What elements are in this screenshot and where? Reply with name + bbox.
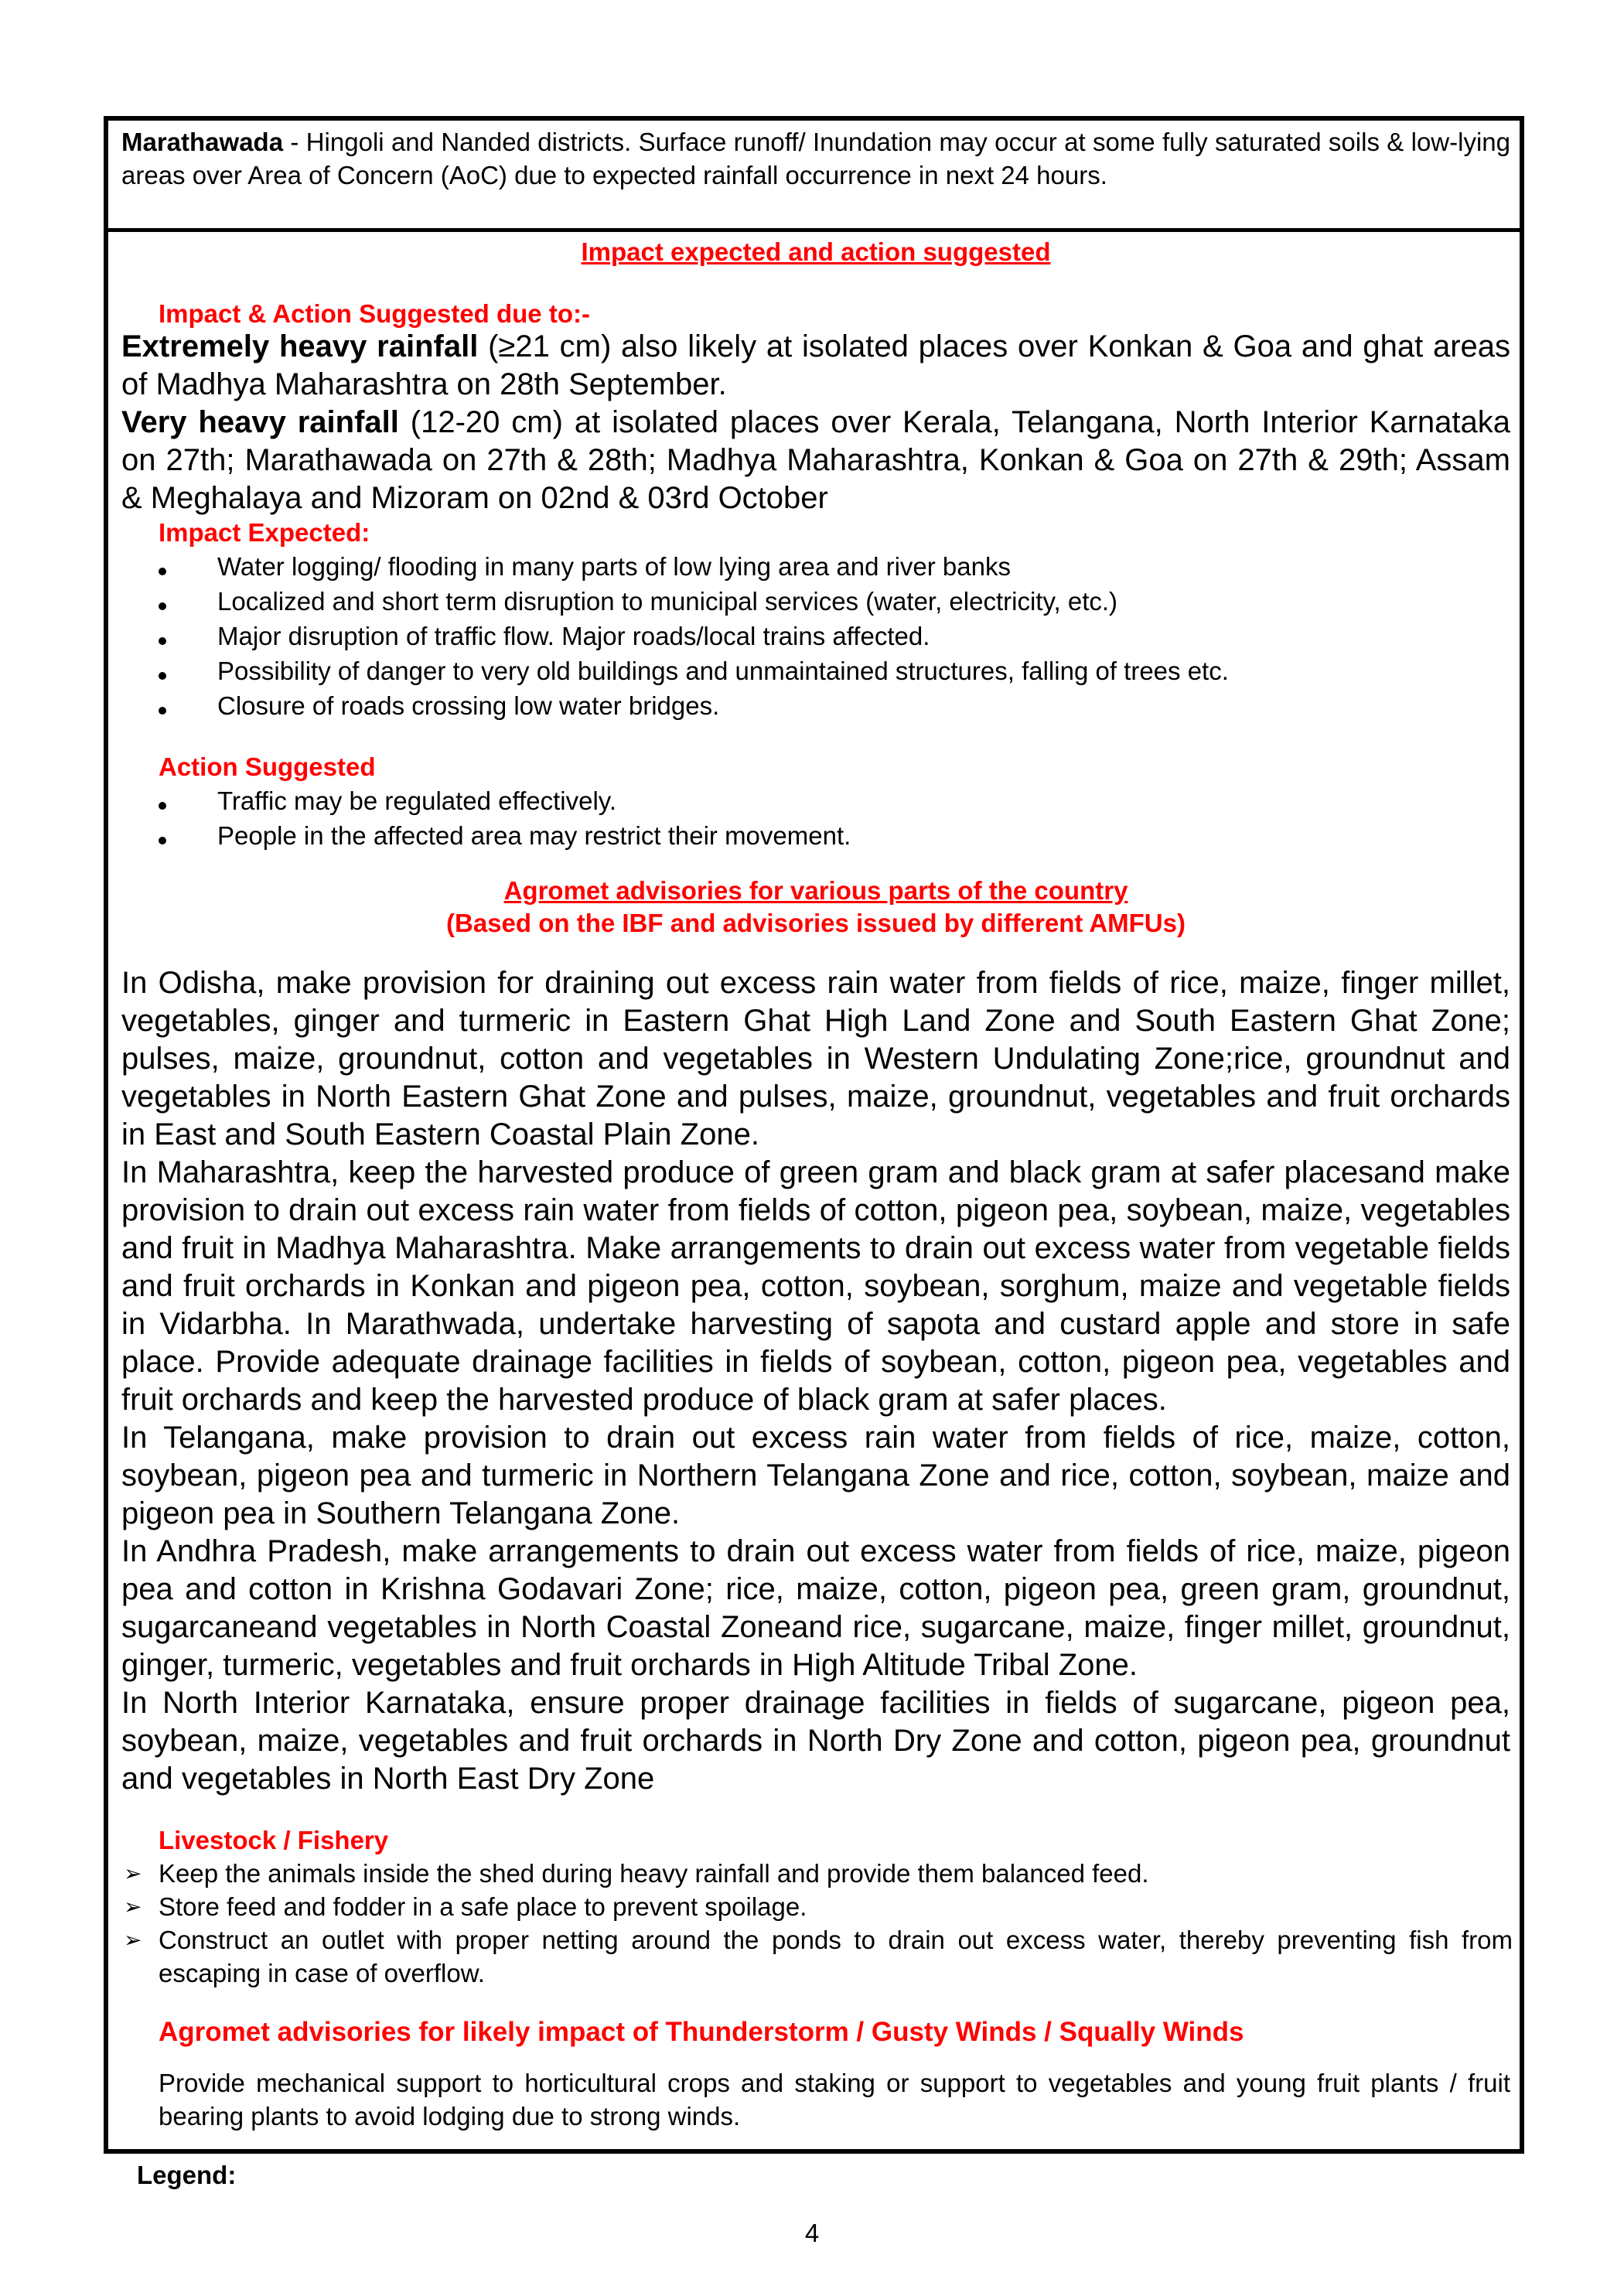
very-heavy-rainfall-label: Very heavy rainfall	[121, 405, 399, 439]
region-label: Marathawada	[121, 128, 284, 156]
due-to-label: Impact & Action Suggested due to:-	[159, 299, 590, 328]
list-item-text: Major disruption of traffic flow. Major roads/local trains affected.	[217, 622, 930, 650]
very-heavy-rainfall-text	[121, 404, 1510, 517]
bullet-icon	[159, 783, 174, 818]
thunderstorm-heading: Agromet advisories for likely impact of Thunderstorm / Gusty Winds / Squally Winds	[159, 2017, 1244, 2047]
arrow-bullet-icon: ➢	[124, 1894, 142, 1919]
list-item-text: Localized and short term disruption to municipal services (water, electricity, etc.)	[217, 587, 1118, 616]
bullet-icon	[159, 818, 174, 853]
marathawada-text	[121, 125, 1510, 192]
extreme-rainfall-label: Extremely heavy rainfall	[121, 329, 479, 363]
list-item-text: Keep the animals inside the shed during heavy rainfall and provide them balanced feed.	[159, 1859, 1149, 1888]
list-item-text: Construct an outlet with proper netting around the ponds to drain out excess water, thereby preventing fish from escaping in case of overflow.	[159, 1926, 1513, 1987]
list-item	[124, 1857, 1513, 1890]
impact-section-heading: Impact expected and action suggested	[581, 237, 1051, 266]
agromet-heading: Agromet advisories for various parts of the country	[503, 876, 1128, 905]
arrow-bullet-icon: ➢	[124, 1927, 142, 1953]
livestock-heading: Livestock / Fishery	[159, 1826, 389, 1854]
impact-list	[159, 549, 1229, 723]
bullet-icon	[159, 549, 174, 584]
list-item-text: Store feed and fodder in a safe place to prevent spoilage.	[159, 1892, 807, 1921]
list-item	[159, 619, 1229, 653]
advisory-andhra-pradesh: In Andhra Pradesh, make arrangements to drain out excess water from fields of rice, maize, pigeon pea and cotton in Krishna Godavari Zone; rice, maize, cotton, pigeon pea, green gram, groundnut, sugarcaneand vegetables in North Coastal Zoneand rice, sugarcane, maize, finger millet, groundnut, ginger, turmeric, vegetables and fruit orchards in High Altitude Tribal Zone.	[121, 1534, 1510, 1682]
agromet-paragraphs	[121, 964, 1510, 1798]
advisory-maharashtra: In Maharashtra, keep the harvested produce of green gram and black gram at safer placesand make provision to drain out excess rain water from fields of cotton, pigeon pea, soybean, maize, vegetables and fruit in Madhya Maharashtra. Make arrangements to drain out excess water from vegetable fields and fruit orchards in Konkan and pigeon pea, cotton, soybean, sorghum, maize and vegetable fields in Vidarbha. In Marathwada, undertake harvesting of sapota and custard apple and store in safe place. Provide adequate drainage facilities in fields of soybean, cotton, pigeon pea, vegetables and fruit orchards and keep the harvested produce of black gram at safer places.	[121, 1155, 1510, 1417]
page-number: 4	[804, 2219, 820, 2247]
extreme-rainfall-text	[121, 328, 1510, 404]
advisory-telangana: In Telangana, make provision to drain out excess rain water from fields of rice, maize, cotton, soybean, pigeon pea and turmeric in Northern Telangana Zone and rice, cotton, soybean, maize and pigeon pea in Southern Telangana Zone.	[121, 1421, 1510, 1530]
arrow-bullet-icon: ➢	[124, 1861, 142, 1886]
list-item-text: Possibility of danger to very old buildings and unmaintained structures, falling of trees etc.	[217, 657, 1229, 685]
list-item	[159, 584, 1229, 619]
impact-expected-label: Impact Expected:	[159, 518, 370, 547]
bullet-icon	[159, 619, 174, 653]
list-item	[159, 818, 851, 853]
extreme-rainfall-detail: (≥21 cm) also likely at isolated places over Konkan & Goa and ghat areas of Madhya Maharashtra on 28th September.	[121, 329, 1511, 401]
legend-label: Legend:	[137, 2161, 237, 2189]
action-suggested-label: Action Suggested	[159, 752, 376, 781]
livestock-list	[124, 1857, 1513, 1990]
list-item-text: People in the affected area may restrict their movement.	[217, 821, 851, 850]
list-item	[124, 1890, 1513, 1923]
bullet-icon	[159, 584, 174, 619]
advisory-north-interior-karnataka: In North Interior Karnataka, ensure proper drainage facilities in fields of sugarcane, pigeon pea, soybean, maize, vegetables and fruit orchards in North Dry Zone and cotton, pigeon pea, groundnut and vegetables in North East Dry Zone	[121, 1686, 1510, 1796]
list-item	[124, 1923, 1513, 1990]
agromet-subheading: (Based on the IBF and advisories issued by different AMFUs)	[446, 909, 1186, 937]
list-item	[159, 783, 851, 818]
bullet-icon	[159, 688, 174, 723]
list-item	[159, 549, 1229, 584]
advisory-odisha: In Odisha, make provision for draining out excess rain water from fields of rice, maize, finger millet, vegetables, ginger and turmeric in Eastern Ghat High Land Zone and South Eastern Ghat Zone; pulses, maize, groundnut, cotton and vegetables in Western Undulating Zone;rice, groundnut and vegetables in North Eastern Ghat Zone and pulses, maize, groundnut, vegetables and fruit orchards in East and South Eastern Coastal Plain Zone.	[121, 966, 1510, 1151]
action-list	[159, 783, 851, 853]
list-item-text: Closure of roads crossing low water bridges.	[217, 691, 720, 720]
list-item-text: Traffic may be regulated effectively.	[217, 786, 617, 815]
list-item	[159, 653, 1229, 688]
bullet-icon	[159, 653, 174, 688]
region-description: - Hingoli and Nanded districts. Surface runoff/ Inundation may occur at some fully saturated soils & low-lying areas over Area of Concern (AoC) due to expected rainfall occurrence in next 24 hours.	[121, 128, 1510, 189]
thunderstorm-text: Provide mechanical support to horticultural crops and staking or support to vegetables and young fruit plants / fruit bearing plants to avoid lodging due to strong winds.	[159, 2069, 1510, 2131]
list-item	[159, 688, 1229, 723]
list-item-text: Water logging/ flooding in many parts of low lying area and river banks	[217, 552, 1011, 581]
very-heavy-rainfall-detail: (12-20 cm) at isolated places over Kerala, Telangana, North Interior Karnataka on 27th; Marathawada on 27th & 28th; Madhya Maharashtra, Konkan & Goa on 27th & 29th; Assam & Meghalaya and Mizoram on 02nd & 03rd October	[121, 405, 1510, 515]
